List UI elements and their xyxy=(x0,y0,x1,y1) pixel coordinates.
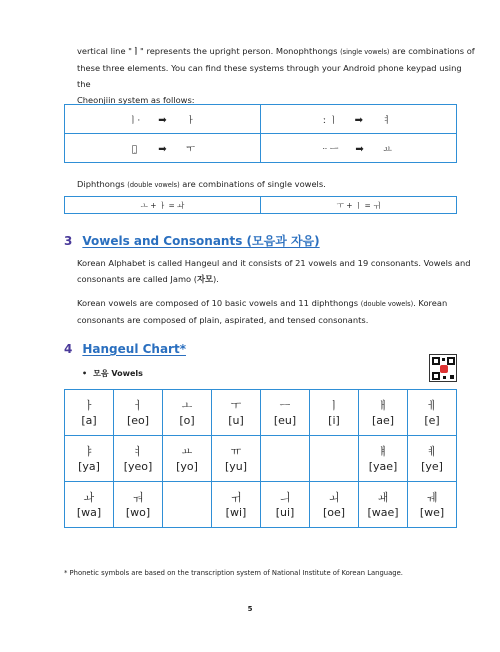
vowel-romanization: [o] xyxy=(179,413,195,427)
vowel-letter: ㅠ xyxy=(230,444,242,458)
diphthong-small-note: (double vowels) xyxy=(127,181,180,189)
section-4-heading xyxy=(64,342,186,356)
intro-line-2: these three elements. You can find these systems through your Android phone keypad using the xyxy=(77,63,462,89)
combo-result: ㅏ xyxy=(186,115,195,126)
paragraph-line xyxy=(77,271,477,287)
vowel-romanization: [e] xyxy=(424,413,440,427)
vowel-row xyxy=(65,390,457,436)
vowel-romanization: [yo] xyxy=(176,459,198,473)
combo-left: ㅣ· xyxy=(128,115,141,126)
vowel-romanization: [wa] xyxy=(76,505,102,519)
section-3-paragraph-1 xyxy=(77,255,477,287)
vowel-cell xyxy=(163,436,212,482)
intro-text: " represents the upright person. Monophthongs xyxy=(140,46,341,56)
vowel-cell xyxy=(261,390,310,436)
vowel-letter: ㅚ xyxy=(328,490,340,504)
monophthong-cell xyxy=(261,134,457,163)
footnote: * Phonetic symbols are based on the transcription system of National Institute of Korean Language. xyxy=(64,569,403,577)
vowel-letter: ㅟ xyxy=(230,490,242,504)
page-number: 5 xyxy=(247,605,253,613)
vowel-romanization: [wae] xyxy=(367,505,399,519)
combo-left: ː ㅣ xyxy=(323,115,338,126)
vowel-letter: ㅣ xyxy=(328,398,340,412)
vowel-cell xyxy=(212,436,261,482)
intro-line-1 xyxy=(77,43,477,60)
vowel-cell xyxy=(65,482,114,528)
diphthong-cell: ㅜ + ㅣ = ㅟ xyxy=(261,197,457,214)
monophthong-cell xyxy=(261,105,457,134)
jamo-term: 자모 xyxy=(197,274,214,284)
vowel-letter: ㅝ xyxy=(132,490,144,504)
intro-small-note: (single vowels) xyxy=(340,48,390,56)
vowel-chart xyxy=(64,389,457,528)
qr-finder xyxy=(447,357,455,365)
qr-code-icon[interactable] xyxy=(429,354,457,382)
vowel-letter: ㅑ xyxy=(83,444,95,458)
vowel-letter: ㅜ xyxy=(230,398,242,412)
qr-finder xyxy=(432,357,440,365)
vowel-cell xyxy=(408,390,457,436)
vowel-cell xyxy=(212,482,261,528)
bullet-label: 모음 Vowels xyxy=(93,369,143,378)
vowel-romanization: [ya] xyxy=(78,459,100,473)
monophthong-row xyxy=(65,105,457,134)
qr-finder xyxy=(432,372,440,380)
vowel-cell xyxy=(359,482,408,528)
right-arrow-icon: ➡ xyxy=(355,143,364,155)
qr-module xyxy=(443,376,446,379)
vowel-cell xyxy=(212,390,261,436)
vowel-cell xyxy=(261,482,310,528)
vowel-romanization: [yae] xyxy=(368,459,398,473)
vowel-letter: ㅗ xyxy=(181,398,193,412)
section-title: Hangeul Chart* xyxy=(82,342,186,356)
vowel-romanization: [a] xyxy=(81,413,97,427)
vowel-cell xyxy=(408,482,457,528)
vowel-letter: ㅙ xyxy=(377,490,389,504)
vowel-cell xyxy=(114,436,163,482)
vowel-cell xyxy=(359,436,408,482)
vowel-romanization: [we] xyxy=(419,505,445,519)
qr-logo xyxy=(440,365,448,373)
vowel-cell xyxy=(310,390,359,436)
vowel-romanization: [u] xyxy=(228,413,244,427)
combo-result: ㅛ xyxy=(383,144,392,155)
monophthong-cell xyxy=(65,134,261,163)
right-arrow-icon: ➡ xyxy=(354,114,363,126)
combo-left: ᐧᐧ ㅡ xyxy=(322,144,339,155)
combo-left: ㅡ̣ xyxy=(131,144,138,155)
vowel-romanization: [ui] xyxy=(275,505,295,519)
paragraph-small-note: (double vowels) xyxy=(360,300,414,308)
section-number: 3 xyxy=(64,234,73,248)
vowel-romanization: [eo] xyxy=(126,413,150,427)
right-arrow-icon: ➡ xyxy=(158,114,167,126)
monophthong-table xyxy=(64,104,457,163)
diphthong-text: are combinations of single vowels. xyxy=(179,179,326,189)
vowel-romanization: [yu] xyxy=(224,459,248,473)
vowel-cell xyxy=(163,482,212,528)
vowel-romanization: [ye] xyxy=(421,459,443,473)
diphthong-table xyxy=(64,196,457,214)
vowel-letter: ㅕ xyxy=(132,444,144,458)
right-arrow-icon: ➡ xyxy=(158,143,167,155)
vowel-letter: ㅒ xyxy=(377,444,389,458)
section-number: 4 xyxy=(64,342,73,356)
vowel-cell xyxy=(261,436,310,482)
paragraph-line: Korean Alphabet is called Hangeul and it consists of 21 vowels and 19 consonants. Vowels and xyxy=(77,258,471,268)
vowel-row xyxy=(65,436,457,482)
vowel-letter: ㅏ xyxy=(83,398,95,412)
paragraph-text: ). xyxy=(213,274,219,284)
diphthong-row xyxy=(65,197,457,214)
vowel-romanization: [eu] xyxy=(273,413,297,427)
vowel-cell xyxy=(65,390,114,436)
paragraph-text: consonants are called Jamo ( xyxy=(77,274,197,284)
vowel-letter: ㅖ xyxy=(426,444,438,458)
section-title: Vowels and Consonants (모음과 자음) xyxy=(82,234,320,248)
diphthong-text: Diphthongs xyxy=(77,179,128,189)
paragraph-text: . Korean xyxy=(413,298,448,308)
paragraph-text: Korean vowels are composed of 10 basic vowels and 11 diphthongs xyxy=(77,298,361,308)
vowel-letter: ㅞ xyxy=(426,490,438,504)
vowel-letter: ㅓ xyxy=(132,398,144,412)
vowel-cell xyxy=(408,436,457,482)
vowel-letter: ㅡ xyxy=(279,398,291,412)
combo-result: ㅜ xyxy=(186,144,195,155)
vowel-letter: ㅐ xyxy=(377,398,389,412)
vowel-cell xyxy=(310,436,359,482)
section-3-paragraph-2 xyxy=(77,295,477,328)
vowel-cell xyxy=(359,390,408,436)
vowels-bullet: • 모음 Vowels xyxy=(82,369,143,378)
vowel-romanization: [ae] xyxy=(371,413,395,427)
vowel-romanization: [wo] xyxy=(125,505,151,519)
paragraph-line xyxy=(77,295,477,312)
qr-module xyxy=(442,358,445,361)
vowel-row xyxy=(65,482,457,528)
diphthong-cell: ㅗ + ㅏ = ㅘ xyxy=(65,197,261,214)
vowel-romanization: [yeo] xyxy=(123,459,153,473)
vowel-cell xyxy=(114,390,163,436)
vowel-cell xyxy=(65,436,114,482)
vowel-letter: ㅢ xyxy=(279,490,291,504)
vowel-letter: ㅘ xyxy=(83,490,95,504)
intro-paragraph xyxy=(77,43,477,108)
vertical-line-symbol: ㅣ xyxy=(132,46,141,56)
monophthong-row xyxy=(65,134,457,163)
vowel-romanization: [wi] xyxy=(225,505,247,519)
vowel-romanization: [oe] xyxy=(322,505,346,519)
vowel-cell xyxy=(310,482,359,528)
intro-text: vertical line " xyxy=(77,46,132,56)
vowel-cell xyxy=(114,482,163,528)
vowel-cell xyxy=(163,390,212,436)
section-3-heading xyxy=(64,232,320,249)
intro-line-3: Cheonjiin system as follows: xyxy=(77,95,195,105)
intro-text: are combinations of xyxy=(389,46,475,56)
combo-result: ㅕ xyxy=(382,115,392,126)
monophthong-cell xyxy=(65,105,261,134)
paragraph-line: consonants are composed of plain, aspirated, and tensed consonants. xyxy=(77,315,369,325)
vowel-letter: ㅔ xyxy=(426,398,438,412)
qr-module xyxy=(450,375,454,379)
vowel-romanization: [i] xyxy=(328,413,340,427)
vowel-letter: ㅛ xyxy=(181,444,193,458)
diphthong-intro xyxy=(77,176,477,193)
